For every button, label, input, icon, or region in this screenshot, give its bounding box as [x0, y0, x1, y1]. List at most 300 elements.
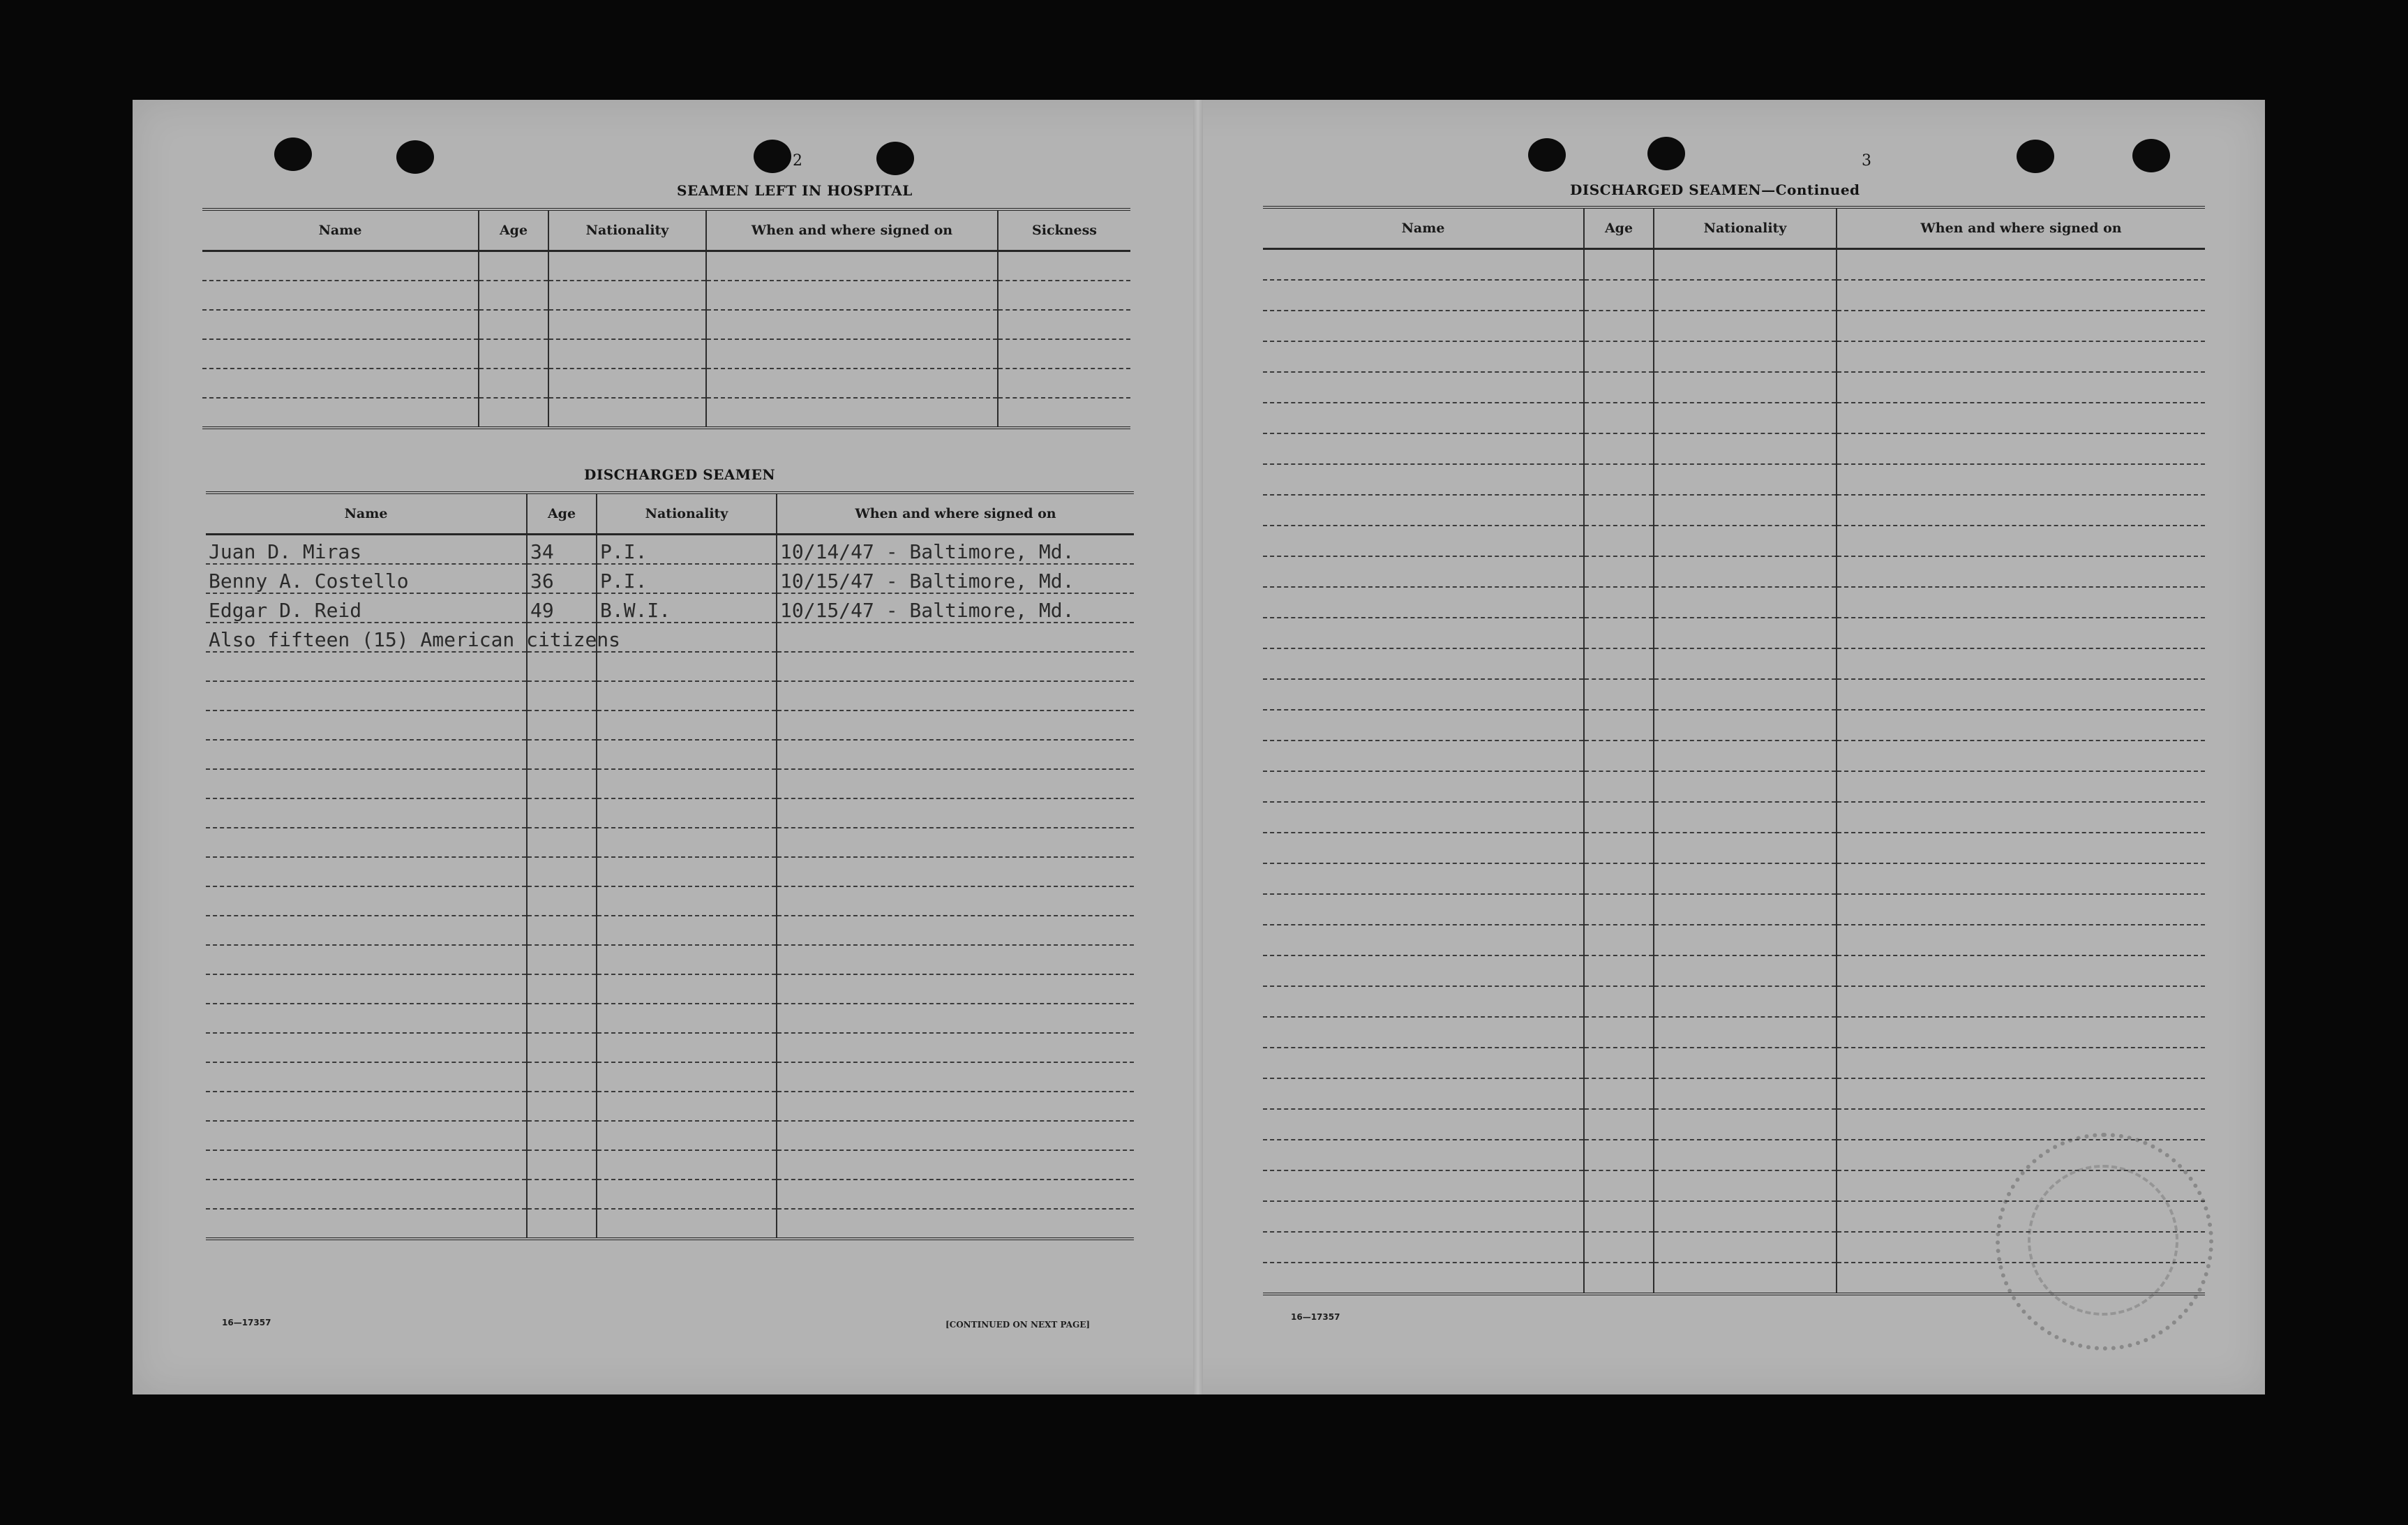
table-cell [777, 1121, 1134, 1150]
table-cell [206, 1033, 527, 1062]
table-cell [777, 1150, 1134, 1180]
table-cell [1654, 986, 1837, 1017]
table-row [206, 1121, 1134, 1150]
table-cell [998, 251, 1130, 281]
continued-table [1263, 206, 2205, 1295]
table-cell [1837, 433, 2205, 464]
table-cell [1263, 833, 1584, 863]
table-cell [202, 281, 479, 310]
table-cell: 10/15/47 - Baltimore, Md. [777, 593, 1134, 623]
table-row [206, 974, 1134, 1004]
table-cell [597, 916, 777, 945]
title-suffix: —Continued [1761, 181, 1860, 198]
table-cell [1584, 495, 1654, 526]
table-cell [1837, 833, 2205, 863]
table-cell [1837, 986, 2205, 1017]
table-cell [548, 369, 706, 398]
table-row [1263, 618, 2205, 648]
table-cell [777, 1033, 1134, 1062]
table-cell [527, 652, 597, 681]
table-cell [479, 369, 548, 398]
table-cell [1654, 1109, 1837, 1140]
discharged-continued-title [1570, 181, 1860, 198]
table-cell [1584, 372, 1654, 403]
table-row [1263, 1078, 2205, 1109]
table-cell [1837, 249, 2205, 281]
table-cell [1654, 433, 1837, 464]
table-cell [1837, 1078, 2205, 1109]
table-cell [1263, 986, 1584, 1017]
table-cell [1263, 1140, 1584, 1170]
table-cell [1263, 771, 1584, 802]
table-cell: Benny A. Costello [206, 564, 527, 593]
table-cell [777, 1180, 1134, 1209]
continued-note: [CONTINUED ON NEXT PAGE] [945, 1320, 1091, 1330]
table-cell [777, 623, 1134, 652]
table-cell [479, 398, 548, 428]
table-cell [1654, 249, 1837, 281]
table-cell: B.W.I. [597, 593, 777, 623]
table-cell [1263, 556, 1584, 587]
table-cell [777, 652, 1134, 681]
table-cell [1584, 618, 1654, 648]
page-number: 2 [793, 152, 802, 170]
table-cell [777, 945, 1134, 974]
table-cell [1584, 833, 1654, 863]
column-header: Nationality [1654, 207, 1837, 249]
table-cell [1654, 372, 1837, 403]
table-cell [706, 310, 998, 339]
table-cell [1837, 526, 2205, 556]
table-row [1263, 587, 2205, 618]
table-row [206, 1092, 1134, 1121]
table-cell [1263, 925, 1584, 955]
table-cell [777, 1092, 1134, 1121]
table-cell [1263, 587, 1584, 618]
table-cell [1837, 955, 2205, 986]
column-header: Name [1263, 207, 1584, 249]
table-cell: Also fifteen (15) American citizens [206, 623, 527, 652]
table-cell: Edgar D. Reid [206, 593, 527, 623]
table-cell [777, 769, 1134, 798]
table-cell [1837, 863, 2205, 894]
table-cell [206, 711, 527, 740]
table-cell [1584, 1170, 1654, 1201]
stamp-inner-ring [2028, 1165, 2178, 1316]
punch-hole [876, 142, 914, 175]
discharged-table [206, 491, 1134, 1240]
table-cell [597, 1062, 777, 1092]
table-cell [777, 711, 1134, 740]
table-cell [1837, 587, 2205, 618]
table-cell [1837, 1048, 2205, 1078]
table-cell [1263, 372, 1584, 403]
table-cell [1584, 863, 1654, 894]
table-cell [527, 974, 597, 1004]
table-cell [206, 798, 527, 828]
table-cell [1837, 464, 2205, 495]
table-cell [1837, 618, 2205, 648]
table-cell [597, 1209, 777, 1239]
table-row [1263, 955, 2205, 986]
table-cell [1837, 1109, 2205, 1140]
table-row [206, 711, 1134, 740]
table-cell [1654, 1201, 1837, 1232]
table-cell [548, 281, 706, 310]
table-cell [1584, 249, 1654, 281]
table-cell [1654, 1017, 1837, 1048]
table-cell [1837, 280, 2205, 311]
table-cell [597, 740, 777, 769]
table-cell [1654, 955, 1837, 986]
table-cell [206, 652, 527, 681]
column-header: Age [479, 209, 548, 251]
table-cell [1584, 1048, 1654, 1078]
table-cell [597, 1004, 777, 1033]
table-cell [1837, 802, 2205, 833]
table-cell: P.I. [597, 564, 777, 593]
table-cell [777, 828, 1134, 857]
table-row [1263, 986, 2205, 1017]
table-cell [1263, 1232, 1584, 1263]
table-cell [1263, 464, 1584, 495]
table-cell [597, 828, 777, 857]
table-cell [706, 251, 998, 281]
table-row [206, 1062, 1134, 1092]
column-header: Age [1584, 207, 1654, 249]
table-cell [777, 1209, 1134, 1239]
page-number: 3 [1862, 152, 1871, 170]
table-cell [527, 1004, 597, 1033]
table-cell [527, 769, 597, 798]
table-cell [777, 681, 1134, 711]
column-header: Age [527, 493, 597, 535]
table-row [1263, 526, 2205, 556]
table-cell [597, 857, 777, 886]
table-row [1263, 403, 2205, 433]
table-cell: 36 [527, 564, 597, 593]
table-row [1263, 280, 2205, 311]
title-text: DISCHARGED SEAMEN [1570, 181, 1762, 198]
punch-hole [2017, 140, 2054, 173]
table-row [1263, 710, 2205, 741]
table-row [206, 1033, 1134, 1062]
table-row [206, 593, 1134, 623]
form-number: 16—17357 [1291, 1312, 1340, 1322]
table-cell [1584, 710, 1654, 741]
table-row [202, 251, 1130, 281]
table-row [1263, 556, 2205, 587]
table-row [1263, 648, 2205, 679]
punch-hole [1647, 137, 1685, 170]
table-cell [206, 740, 527, 769]
table-cell [206, 1062, 527, 1092]
table-row [1263, 679, 2205, 710]
table-cell [527, 916, 597, 945]
table-cell [206, 1004, 527, 1033]
table-row [202, 339, 1130, 369]
table-row [206, 623, 1134, 652]
table-cell [597, 1033, 777, 1062]
table-cell [1654, 741, 1837, 771]
table-cell [206, 1180, 527, 1209]
table-cell [777, 798, 1134, 828]
table-cell: 10/14/47 - Baltimore, Md. [777, 535, 1134, 565]
table-cell [1837, 771, 2205, 802]
table-cell [1263, 679, 1584, 710]
table-cell [206, 769, 527, 798]
hospital-section-title: SEAMEN LEFT IN HOSPITAL [677, 182, 913, 199]
table-cell [1263, 1109, 1584, 1140]
table-cell [527, 740, 597, 769]
table-cell [1654, 802, 1837, 833]
table-row [206, 798, 1134, 828]
table-cell [1263, 1048, 1584, 1078]
circular-stamp [1996, 1133, 2213, 1351]
table-row [1263, 802, 2205, 833]
table-row [206, 886, 1134, 916]
table-cell [1584, 955, 1654, 986]
table-cell [1654, 894, 1837, 925]
table-cell [1654, 556, 1837, 587]
table-row [202, 281, 1130, 310]
table-cell [1263, 1170, 1584, 1201]
table-cell [1654, 1078, 1837, 1109]
table-cell [527, 945, 597, 974]
table-row [1263, 1048, 2205, 1078]
table-cell [1263, 526, 1584, 556]
table-cell [1584, 311, 1654, 341]
table-cell [1654, 526, 1837, 556]
table-cell [777, 740, 1134, 769]
table-cell [1654, 1263, 1837, 1294]
table-cell [998, 281, 1130, 310]
table-cell [1584, 1232, 1654, 1263]
table-cell: P.I. [597, 535, 777, 565]
table-cell [1263, 894, 1584, 925]
table-row [1263, 495, 2205, 526]
table-cell [998, 398, 1130, 428]
table-cell [1263, 955, 1584, 986]
table-cell [206, 974, 527, 1004]
table-cell [479, 310, 548, 339]
table-cell [1584, 741, 1654, 771]
table-cell [1654, 341, 1837, 372]
table-row [1263, 1017, 2205, 1048]
table-cell: 10/15/47 - Baltimore, Md. [777, 564, 1134, 593]
table-cell [1584, 986, 1654, 1017]
table-cell [1837, 679, 2205, 710]
table-row [1263, 771, 2205, 802]
table-cell [1654, 648, 1837, 679]
table-cell [1584, 1201, 1654, 1232]
table-cell [1654, 280, 1837, 311]
table-cell [1654, 1140, 1837, 1170]
table-cell [1654, 495, 1837, 526]
table-cell [597, 711, 777, 740]
table-cell [706, 281, 998, 310]
table-cell [1654, 679, 1837, 710]
table-cell [527, 1121, 597, 1150]
table-row [1263, 741, 2205, 771]
punch-hole [754, 140, 791, 173]
table-cell [206, 857, 527, 886]
punch-hole [2132, 139, 2170, 172]
table-cell [1584, 1078, 1654, 1109]
table-cell [1654, 863, 1837, 894]
table-cell [1837, 710, 2205, 741]
table-cell [1584, 894, 1654, 925]
table-cell [1584, 648, 1654, 679]
table-cell [597, 652, 777, 681]
table-cell [1263, 311, 1584, 341]
table-cell [548, 310, 706, 339]
table-cell [597, 1092, 777, 1121]
discharged-section-title: DISCHARGED SEAMEN [584, 466, 776, 483]
table-cell: 49 [527, 593, 597, 623]
table-row [1263, 433, 2205, 464]
column-header: Name [202, 209, 479, 251]
table-cell [597, 1150, 777, 1180]
table-cell [206, 1121, 527, 1150]
table-cell [206, 945, 527, 974]
table-row [1263, 863, 2205, 894]
table-cell [1837, 741, 2205, 771]
table-cell [706, 398, 998, 428]
table-cell [479, 339, 548, 369]
table-row [1263, 341, 2205, 372]
table-cell [597, 681, 777, 711]
table-cell [527, 828, 597, 857]
table-cell [527, 1062, 597, 1092]
table-row [206, 652, 1134, 681]
table-cell [706, 369, 998, 398]
table-row [206, 1150, 1134, 1180]
table-cell [1263, 403, 1584, 433]
table-cell [1837, 495, 2205, 526]
table-cell [202, 251, 479, 281]
table-cell [206, 681, 527, 711]
table-cell [1837, 403, 2205, 433]
table-cell [597, 1180, 777, 1209]
table-cell [1837, 311, 2205, 341]
table-cell [1584, 679, 1654, 710]
table-row [206, 1180, 1134, 1209]
table-cell [527, 1092, 597, 1121]
table-cell [206, 1209, 527, 1239]
punch-hole [1528, 138, 1566, 172]
table-cell [1654, 925, 1837, 955]
table-cell [1584, 925, 1654, 955]
table-cell [597, 974, 777, 1004]
column-header: Name [206, 493, 527, 535]
table-cell [1654, 1170, 1837, 1201]
table-cell [1584, 1140, 1654, 1170]
table-cell [1654, 710, 1837, 741]
table-cell [1654, 1048, 1837, 1078]
table-row [206, 681, 1134, 711]
column-header: When and where signed on [1837, 207, 2205, 249]
table-cell [1263, 863, 1584, 894]
table-cell [1263, 648, 1584, 679]
hospital-table [202, 208, 1130, 429]
table-cell [1263, 741, 1584, 771]
table-row [202, 398, 1130, 428]
table-cell [1837, 372, 2205, 403]
table-cell [479, 281, 548, 310]
table-cell [1263, 249, 1584, 281]
table-cell [206, 1150, 527, 1180]
table-cell [1584, 1263, 1654, 1294]
table-cell [527, 681, 597, 711]
table-cell [1654, 771, 1837, 802]
table-cell [597, 1121, 777, 1150]
table-cell [1584, 403, 1654, 433]
table-cell [597, 623, 777, 652]
table-cell [1584, 280, 1654, 311]
table-row [1263, 925, 2205, 955]
table-row [206, 1004, 1134, 1033]
table-row [202, 369, 1130, 398]
table-row [1263, 311, 2205, 341]
table-cell [206, 886, 527, 916]
table-cell [1654, 311, 1837, 341]
column-header: Nationality [597, 493, 777, 535]
table-cell [777, 886, 1134, 916]
table-row [206, 1209, 1134, 1239]
table-cell [548, 251, 706, 281]
table-cell [206, 1092, 527, 1121]
table-cell [597, 945, 777, 974]
table-cell [1263, 495, 1584, 526]
table-cell [1584, 1109, 1654, 1140]
table-cell [706, 339, 998, 369]
table-cell [1263, 802, 1584, 833]
document-sheet [133, 100, 2265, 1394]
punch-hole [274, 137, 312, 171]
table-cell [1584, 433, 1654, 464]
table-cell [777, 857, 1134, 886]
table-cell [202, 398, 479, 428]
punch-hole [396, 140, 434, 174]
column-header: When and where signed on [777, 493, 1134, 535]
table-cell [777, 1062, 1134, 1092]
table-row [1263, 372, 2205, 403]
table-cell [1654, 587, 1837, 618]
table-cell [548, 339, 706, 369]
table-cell [1263, 341, 1584, 372]
table-cell [202, 310, 479, 339]
center-fold [1193, 100, 1203, 1394]
table-cell [1654, 1232, 1837, 1263]
table-cell [597, 798, 777, 828]
table-cell [527, 798, 597, 828]
table-cell: Juan D. Miras [206, 535, 527, 565]
table-cell [1263, 1017, 1584, 1048]
table-row [1263, 833, 2205, 863]
table-cell [1263, 1263, 1584, 1294]
table-cell [1837, 341, 2205, 372]
table-cell [1654, 833, 1837, 863]
column-header: When and where signed on [706, 209, 998, 251]
table-cell [1584, 526, 1654, 556]
table-row [1263, 249, 2205, 281]
table-row [206, 828, 1134, 857]
table-cell [1263, 1201, 1584, 1232]
table-cell [1837, 1017, 2205, 1048]
table-cell [1654, 403, 1837, 433]
table-row [206, 945, 1134, 974]
